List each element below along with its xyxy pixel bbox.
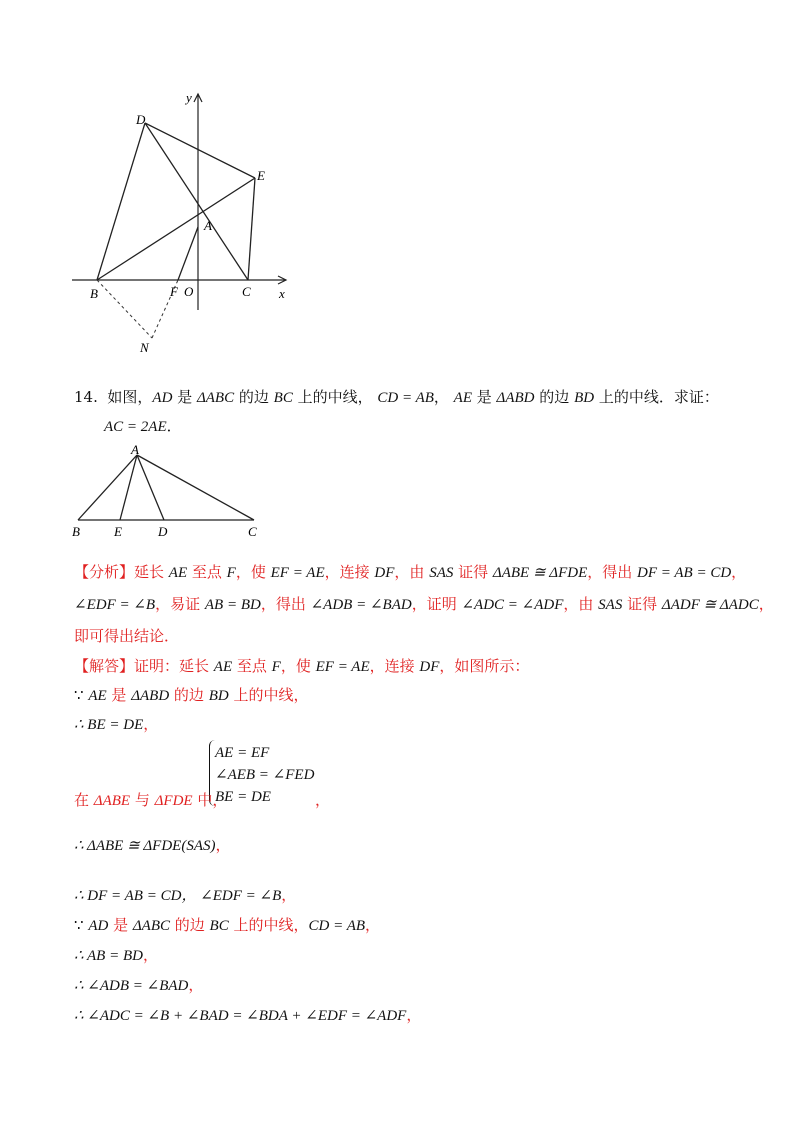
text: ，使	[235, 563, 271, 581]
text: 上的中线．求证：	[594, 388, 719, 406]
text: 的边	[169, 686, 209, 704]
text: 上的中线，	[228, 686, 309, 704]
math: ΔABE ≅ ΔFDE	[492, 565, 588, 581]
math: ∵	[74, 686, 89, 704]
math: ∴ AB = BD	[74, 948, 143, 964]
math: ΔADF ≅ ΔADC	[661, 597, 759, 613]
label-E: E	[257, 168, 265, 183]
problem-number: 14.	[74, 388, 98, 406]
text: ，连接	[324, 563, 375, 581]
text: 是	[172, 388, 197, 406]
label-O: O	[184, 284, 194, 299]
math: EF = AE	[315, 659, 370, 675]
label-A: A	[131, 442, 139, 457]
text: 上的中线，	[228, 916, 309, 934]
text: ．	[166, 417, 182, 435]
text: 的边	[534, 388, 575, 406]
analysis-line3	[74, 625, 179, 646]
math: SAS	[429, 565, 454, 581]
text: 中，	[192, 791, 228, 809]
text: 的边	[234, 388, 274, 406]
coordinate-figure	[70, 88, 300, 358]
text: ，	[188, 976, 204, 994]
solution-step3	[74, 789, 227, 810]
text: 至点	[187, 563, 227, 581]
text: ，使	[280, 657, 316, 675]
text: ，	[143, 715, 159, 733]
segment-BE	[97, 178, 255, 280]
solution-step7	[74, 944, 158, 965]
solution-step6	[74, 914, 380, 935]
text: 至点	[232, 657, 272, 675]
label-D: D	[136, 112, 146, 127]
problem-statement-line2	[104, 415, 182, 436]
text: ，	[365, 916, 381, 934]
math: ∴ BE = DE	[74, 717, 144, 733]
math: BD	[574, 390, 595, 406]
text: 是	[108, 916, 133, 934]
text: 延长	[134, 563, 169, 581]
segment-FA	[178, 227, 198, 280]
math: ΔABC	[132, 918, 170, 934]
math: ΔABE	[93, 793, 131, 809]
math: AD	[152, 390, 173, 406]
segment-AD	[137, 455, 164, 520]
text: 上的中线，	[292, 388, 378, 406]
text: ，证明	[411, 595, 462, 613]
text: 与	[130, 791, 155, 809]
math: BC	[273, 390, 293, 406]
text: 证得	[453, 563, 493, 581]
label-B: B	[90, 286, 98, 301]
solution-step2	[74, 713, 158, 734]
text: 在	[74, 791, 94, 809]
solution-step5	[74, 884, 296, 905]
text: ，	[281, 886, 297, 904]
solution-step4	[74, 834, 231, 855]
text: ，	[433, 388, 454, 406]
math: ∴ ΔABE ≅ ΔFDE(SAS)	[74, 838, 216, 854]
segment-DB	[97, 123, 145, 280]
math: CD = AB	[377, 390, 434, 406]
text: ，如图所示：	[439, 657, 530, 675]
text: 证明：延长	[134, 657, 214, 675]
text: 证得	[622, 595, 662, 613]
math: AE	[88, 688, 107, 704]
math: F	[271, 659, 281, 675]
math: ∠EDF = ∠B	[74, 597, 156, 613]
system-eq3: BE = DE	[215, 789, 271, 805]
math: AC = 2AE	[104, 419, 167, 435]
math: BC	[209, 918, 229, 934]
math: ΔFDE	[154, 793, 193, 809]
label-B: B	[72, 524, 80, 539]
math: BD	[208, 688, 229, 704]
text: ，	[142, 946, 158, 964]
math: ΔABD	[131, 688, 170, 704]
label-D: D	[158, 524, 168, 539]
solution-step8	[74, 974, 203, 995]
math: ∴ DF = AB = CD	[74, 888, 182, 904]
system-eq1: AE = EF	[215, 745, 270, 761]
analysis-tag: 【分析】	[74, 563, 135, 581]
label-x: x	[279, 286, 285, 301]
segment-EC	[248, 178, 255, 280]
text: 即可得出结论．	[74, 627, 180, 645]
segment-AC	[137, 455, 254, 520]
text: ，由	[394, 563, 430, 581]
analysis-line1	[74, 561, 746, 582]
text: 如图，	[107, 388, 153, 406]
text: ，	[215, 836, 231, 854]
triangle-figure	[68, 440, 268, 540]
math: ∠ADC = ∠ADF	[461, 597, 564, 613]
text: ，得出	[587, 563, 638, 581]
label-C: C	[242, 284, 251, 299]
math: EF = AE	[270, 565, 325, 581]
math: ΔABC	[196, 390, 235, 406]
text: ，	[406, 1006, 422, 1024]
math: AD	[88, 918, 109, 934]
math: ， ∠EDF = ∠B	[181, 888, 282, 904]
math: ∴ ∠ADB = ∠BAD	[74, 978, 189, 994]
label-E: E	[114, 524, 122, 539]
equation-system	[215, 742, 314, 808]
math: AE	[168, 565, 188, 581]
text: 是	[472, 388, 497, 406]
math: F	[226, 565, 236, 581]
text: 的边	[170, 916, 210, 934]
label-N: N	[140, 340, 149, 355]
label-y: y	[186, 90, 192, 105]
math: DF	[419, 659, 440, 675]
solution-step9	[74, 1004, 421, 1025]
math: DF	[374, 565, 395, 581]
solution-step1	[74, 684, 308, 705]
problem-statement-line1	[74, 386, 719, 407]
math: ∵	[74, 916, 89, 934]
math: ΔABD	[496, 390, 535, 406]
math: DF = AB = CD	[637, 565, 732, 581]
text: ，	[731, 563, 747, 581]
segment-DC	[145, 123, 248, 280]
label-A: A	[204, 218, 212, 233]
math: ∠ADB = ∠BAD	[310, 597, 412, 613]
label-F: F	[170, 284, 178, 299]
text: ，由	[563, 595, 599, 613]
solution-step3-end: ，	[315, 791, 331, 809]
label-C: C	[248, 524, 257, 539]
math: CD = AB	[308, 918, 366, 934]
math: ∴ ∠ADC = ∠B + ∠BAD = ∠BDA + ∠EDF = ∠ADF	[74, 1008, 407, 1024]
solution-intro	[74, 655, 529, 676]
math: AE	[213, 659, 233, 675]
text: ，	[758, 595, 774, 613]
analysis-line2	[74, 593, 774, 614]
math: AE	[453, 390, 472, 406]
system-eq2: ∠AEB = ∠FED	[215, 767, 315, 783]
segment-BN	[97, 280, 152, 338]
math: AB = BD	[204, 597, 261, 613]
text: ，易证	[155, 595, 205, 613]
text: 是	[106, 686, 132, 704]
text: ，连接	[369, 657, 420, 675]
text: ，得出	[260, 595, 311, 613]
solution-tag: 【解答】	[74, 657, 135, 675]
math: SAS	[598, 597, 623, 613]
segment-DE	[145, 123, 255, 178]
